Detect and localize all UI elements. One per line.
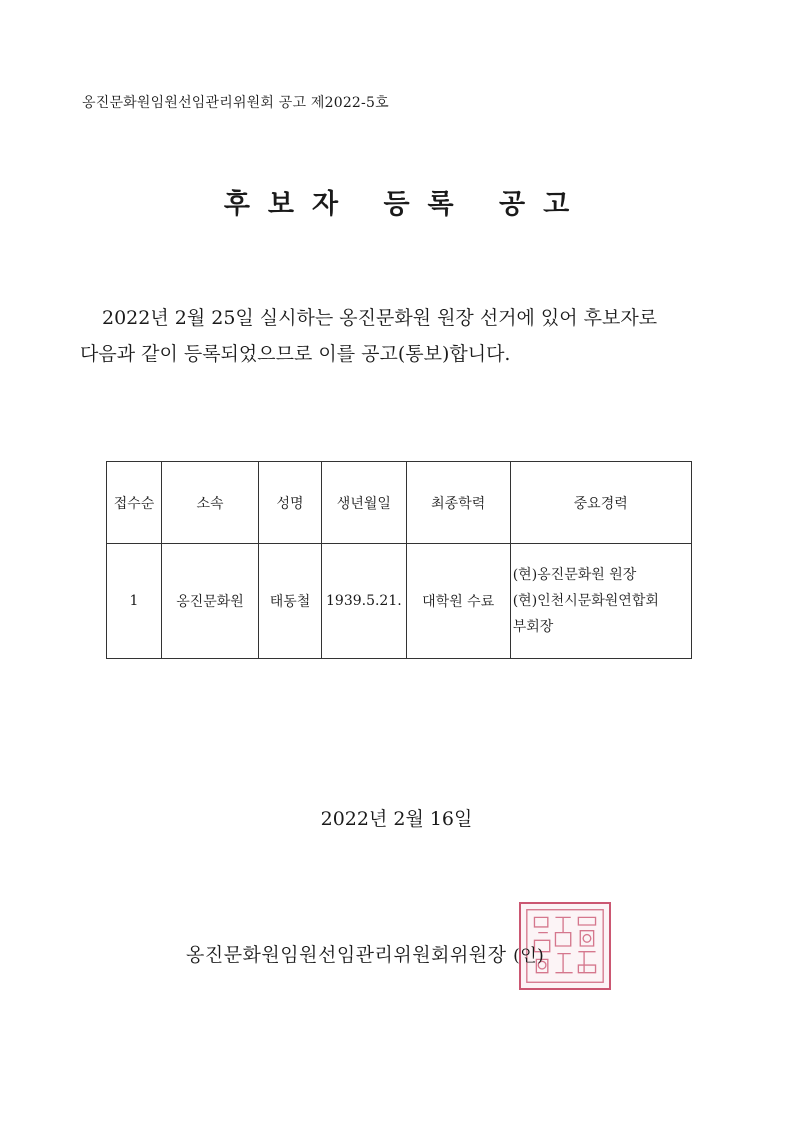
cell-education: 대학원 수료 bbox=[406, 544, 510, 659]
career-item: (현)인천시문화원연합회 bbox=[512, 593, 659, 609]
career-item: (현)옹진문화원 원장 bbox=[512, 567, 637, 583]
career-item: 부회장 bbox=[512, 619, 554, 635]
table-row bbox=[107, 544, 692, 659]
header-affiliation: 소속 bbox=[162, 462, 259, 544]
notice-date: 2022년 2월 16일 bbox=[320, 808, 473, 830]
signatory-name: 옹진문화원임원선임관리위원회위원장 bbox=[186, 944, 507, 966]
header-name: 성명 bbox=[259, 462, 322, 544]
cell-birth: 1939.5.21. bbox=[322, 544, 407, 659]
announcement-line-1: 2022년 2월 25일 실시하는 옹진문화원 원장 선거에 있어 후보자로 bbox=[102, 307, 658, 329]
candidate-table bbox=[106, 461, 692, 659]
cell-career bbox=[510, 544, 691, 659]
signatory-line bbox=[186, 940, 544, 967]
table-header-row bbox=[107, 462, 692, 544]
header-birth: 생년월일 bbox=[322, 462, 407, 544]
document-title: 후보자 등록 공고 bbox=[223, 189, 588, 220]
cell-order: 1 bbox=[107, 544, 162, 659]
header-order: 접수순 bbox=[107, 462, 162, 544]
announcement-line-2: 다음과 같이 등록되었으므로 이를 공고(통보)합니다. bbox=[80, 343, 511, 365]
cell-name: 태동철 bbox=[259, 544, 322, 659]
cell-affiliation: 옹진문화원 bbox=[162, 544, 259, 659]
header-career: 중요경력 bbox=[510, 462, 691, 544]
seal-mark: (인) bbox=[513, 946, 545, 966]
notice-number: 옹진문화원임원선임관리위원회 공고 제2022-5호 bbox=[82, 95, 389, 111]
announcement-body bbox=[80, 300, 740, 372]
header-education: 최종학력 bbox=[406, 462, 510, 544]
